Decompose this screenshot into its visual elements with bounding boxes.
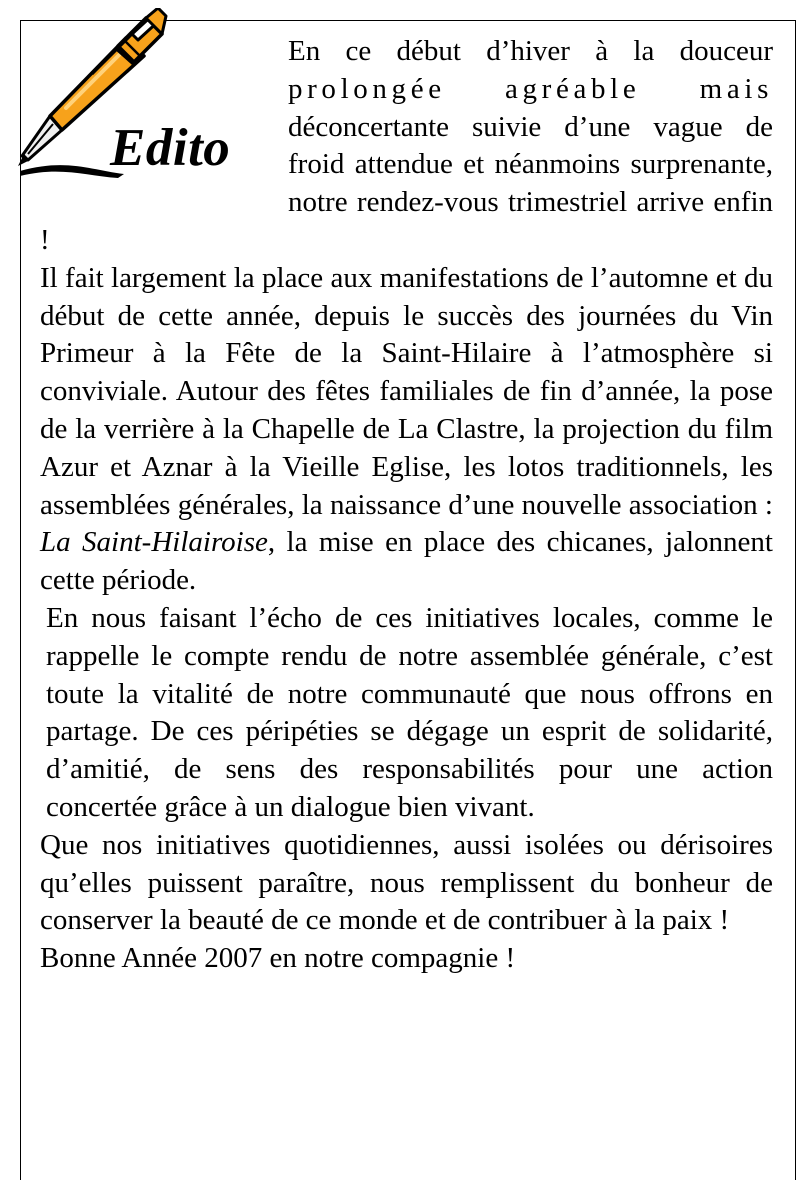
paragraph-community: En nous faisant l’écho de ces initiatives locales, comme le rappelle le compte rendu de notre assemblée générale, c’est toute la vitalité de notre communauté que nous offrons en partage. De ces péripéties se dégage un esprit de solidarité, d’amitié, de sens des responsabilités pour une action concertée grâce à un dialogue bien vivant.	[46, 601, 773, 823]
intro-line-2: prolongée agréable mais	[288, 72, 773, 105]
paragraph-intro: déconcertante suivie d’une vague de froid attendue et néanmoins surprenante, notre rendez-vous trimestriel arrive enfin !	[40, 110, 773, 256]
intro-line-1: En ce début d’hiver à la douceur	[288, 35, 773, 67]
association-name: La Saint-Hilairoise	[40, 526, 268, 559]
paragraph-new-year: Bonne Année 2007 en notre compagnie !	[40, 942, 516, 975]
events-text-end: , la mise en place des chicanes, jalonnent cette période.	[40, 526, 773, 597]
paragraph-wishes: Que nos initiatives quotidiennes, aussi isolées ou dérisoires qu’elles puissent paraître, nous remplissent du bonheur de conserver la beauté de ce monde et de contribuer à la paix !	[40, 828, 773, 937]
edito-article	[40, 33, 773, 978]
page-title: Edito	[110, 119, 231, 177]
events-text: Il fait largement la place aux manifestations de l’automne et du début de cette année, depuis le succès des journées du Vin Primeur à la Fête de la Saint-Hilaire à l’atmosphère si conviviale. Autour des fêtes familiales de fin d’année, la pose de la verrière à la Chapelle de La Clastre, la projection du film Azur et Aznar à la Vieille Eglise, les lotos traditionnels, les assemblées générales, la naissance d’une nouvelle association :	[40, 261, 773, 521]
title-spacer	[40, 33, 288, 205]
paragraph-events	[40, 260, 773, 600]
